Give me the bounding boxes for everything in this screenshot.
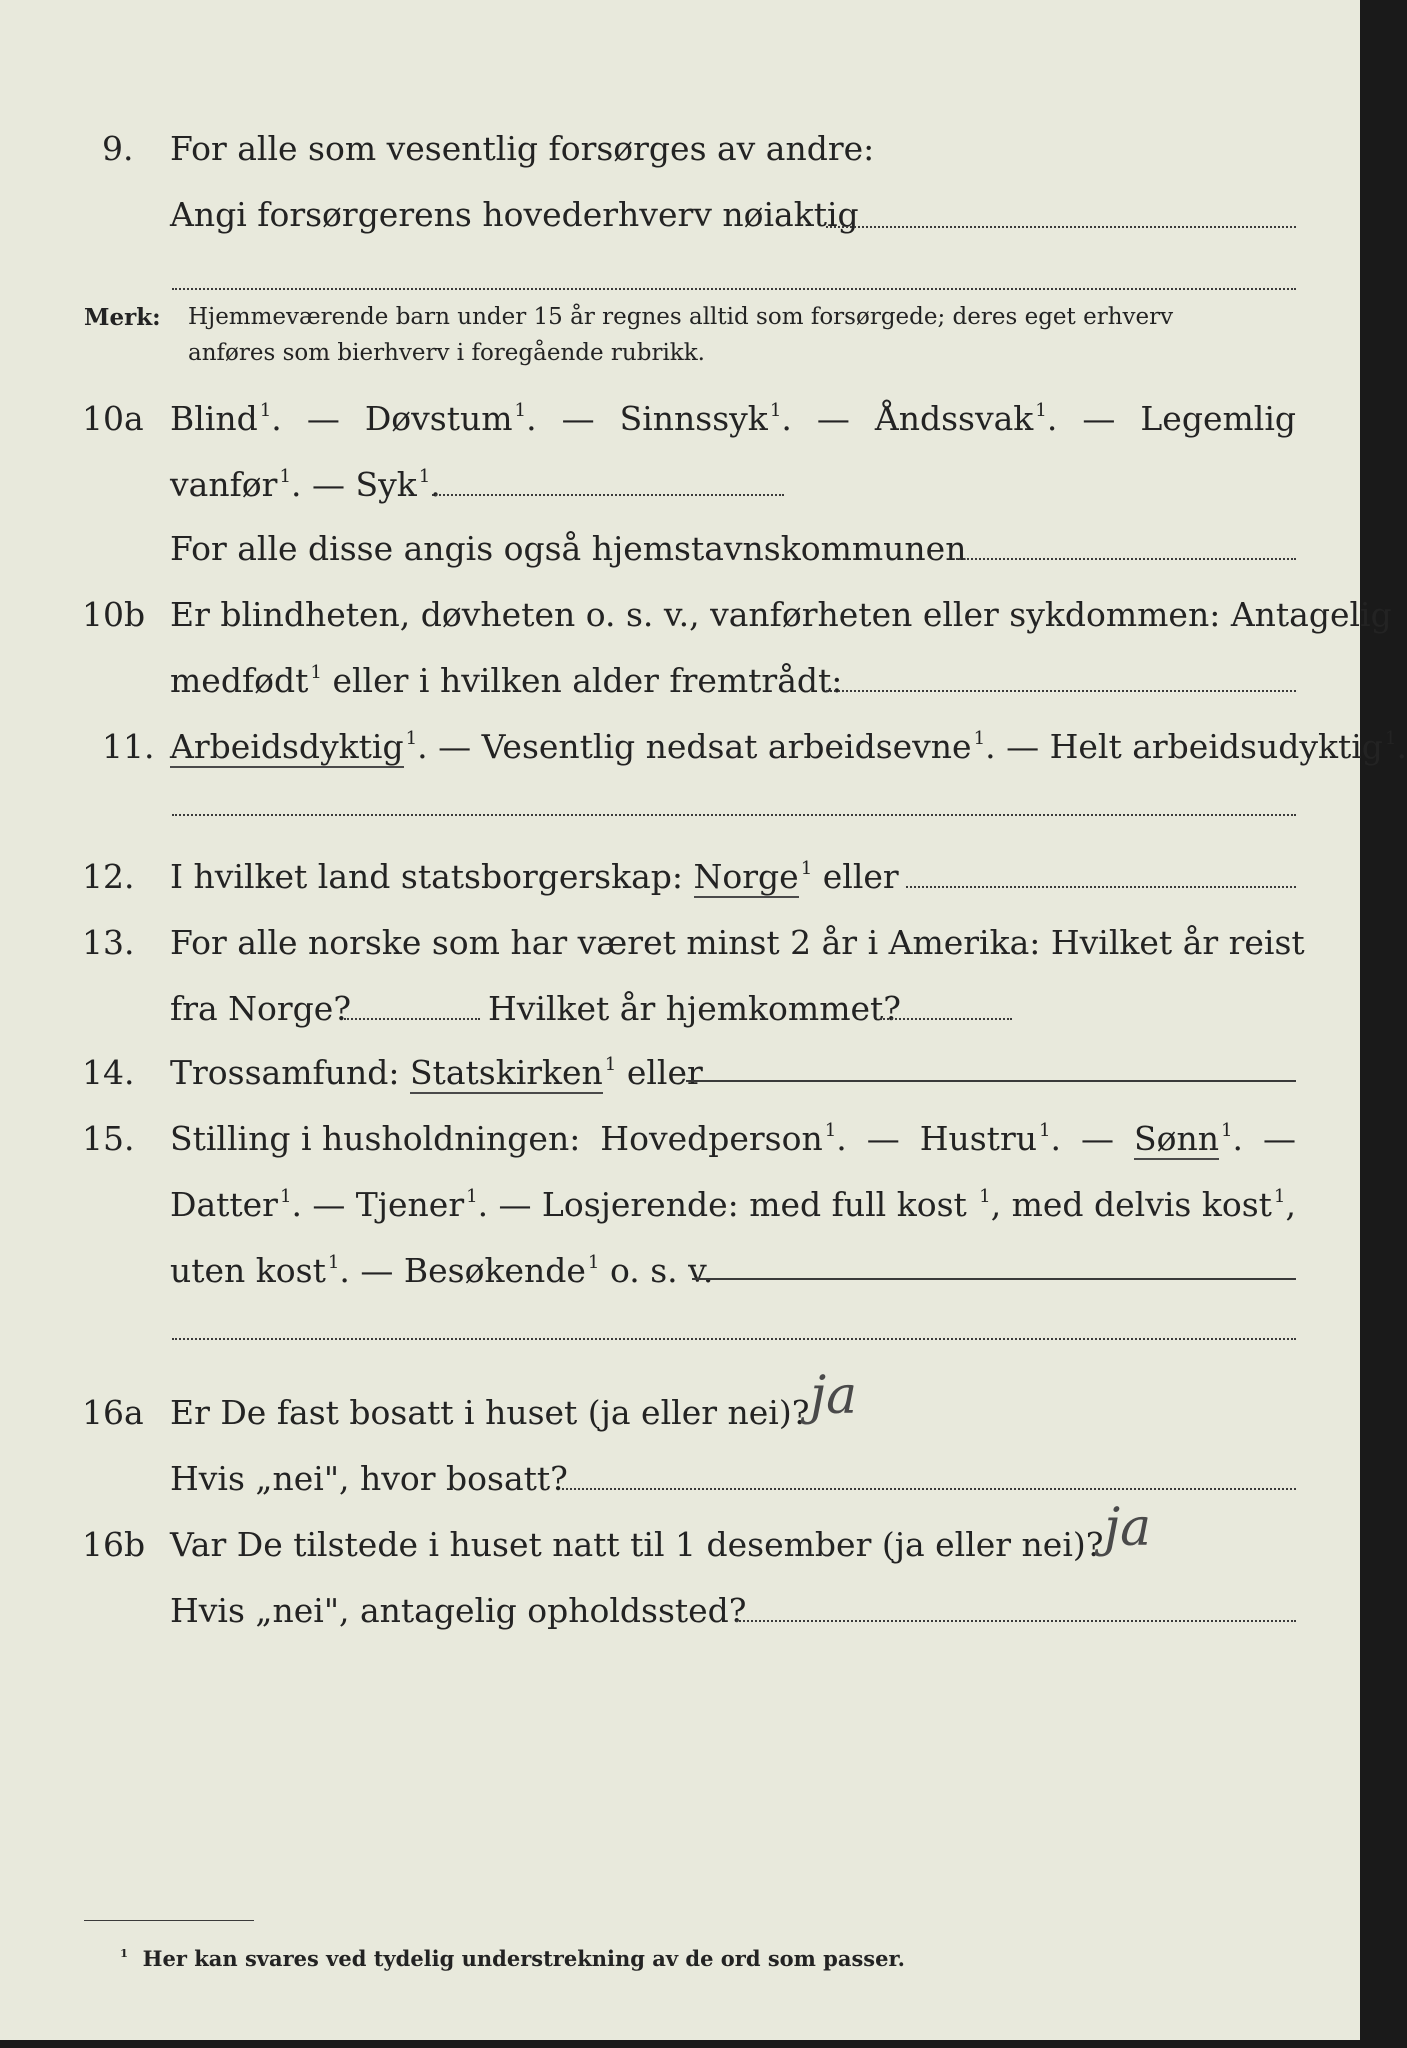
question-text: Hvis „nei", hvor bosatt? (170, 1459, 568, 1498)
question-text: Blind $^1$. — Døvstum $^1$. — Sinnssyk $^1$. — Åndssvak $^1$. — Legemlig (170, 399, 1296, 438)
answer-line (432, 494, 784, 496)
underlined-answer: Arbeidsdyktig (170, 727, 404, 766)
question-number: 14. (82, 1053, 135, 1092)
question-text: Angi forsørgerens hovederhverv nøiaktig (170, 195, 859, 234)
question-number: 11. (102, 727, 155, 766)
answer-line (736, 1620, 1296, 1622)
answer-line (956, 558, 1296, 560)
answer-line (880, 1018, 1012, 1020)
answer-line (906, 886, 1296, 888)
question-number: 15. (82, 1119, 135, 1158)
question-number: 10a (82, 399, 144, 438)
question-text: medfødt $^1$ eller i hvilken alder fremtrådt: (170, 661, 843, 700)
question-text: fra Norge? (170, 989, 352, 1028)
question-number: 16b (82, 1525, 146, 1564)
answer-line (172, 1338, 1296, 1340)
question-number: 12. (82, 857, 135, 896)
question-text: Hvis „nei", antagelig opholdssted? (170, 1591, 747, 1630)
handwritten-answer: ja (1104, 1498, 1152, 1558)
answer-line (172, 814, 1296, 816)
answer-line (826, 690, 1296, 692)
note-label: Merk: (84, 304, 161, 331)
question-text: Var De tilstede i huset natt til 1 desember (ja eller nei)? (170, 1525, 1104, 1564)
note-text-line2: anføres som bierhverv i foregående rubrikk. (188, 340, 705, 366)
question-number: 10b (82, 595, 146, 634)
underlined-answer: Statskirken (409, 1053, 603, 1092)
question-text: Stilling i husholdningen: Hovedperson $^1$. — Hustru $^1$. — Sønn $^1$. — (170, 1119, 1296, 1158)
answer-line (686, 1080, 1296, 1082)
question-text: Arbeidsdyktig $^1$. — Vesentlig nedsat arbeidsevne $^1$. — Helt arbeidsudyktig $^1$. (170, 727, 1407, 766)
underlined-answer: Sønn (1133, 1119, 1219, 1158)
question-text: Hvilket år hjemkommet? (488, 989, 901, 1028)
question-text: For alle norske som har været minst 2 år i Amerika: Hvilket år reist (170, 923, 1305, 962)
question-text: Trossamfund: Statskirken $^1$ eller (170, 1053, 703, 1092)
answer-line (826, 226, 1296, 228)
question-text: For alle som vesentlig forsørges av andre: (170, 129, 875, 168)
answer-line (172, 288, 1296, 290)
question-text: Datter $^1$. — Tjener $^1$. — Losjerende: med full kost $^1$, med delvis kost $^1$, (170, 1185, 1296, 1224)
question-number: 9. (102, 129, 134, 168)
question-text: Er De fast bosatt i huset (ja eller nei)? (170, 1393, 810, 1432)
question-text: I hvilket land statsborgerskap: Norge $^1$ eller (170, 857, 899, 896)
question-text: vanfør $^1$. — Syk $^1$. (170, 465, 441, 504)
question-text: uten kost $^1$. — Besøkende $^1$ o. s. v. (170, 1251, 714, 1290)
handwritten-answer: ja (810, 1366, 858, 1426)
answer-line (562, 1488, 1296, 1490)
question-number: 16a (82, 1393, 144, 1432)
question-number: 13. (82, 923, 135, 962)
footnote-rule (84, 1920, 254, 1921)
question-text: For alle disse angis også hjemstavnskommunen (170, 529, 967, 568)
underlined-answer: Norge (693, 857, 799, 896)
footnote: $^1$ Her kan svares ved tydelig understrekning av de ord som passer. (120, 1946, 905, 1971)
answer-line (344, 1018, 480, 1020)
question-text: Er blindheten, døvheten o. s. v., vanførheten eller sykdommen: Antagelig (170, 595, 1392, 634)
answer-line (692, 1278, 1296, 1280)
note-text-line1: Hjemmeværende barn under 15 år regnes alltid som forsørgede; deres eget erhverv (188, 304, 1174, 330)
